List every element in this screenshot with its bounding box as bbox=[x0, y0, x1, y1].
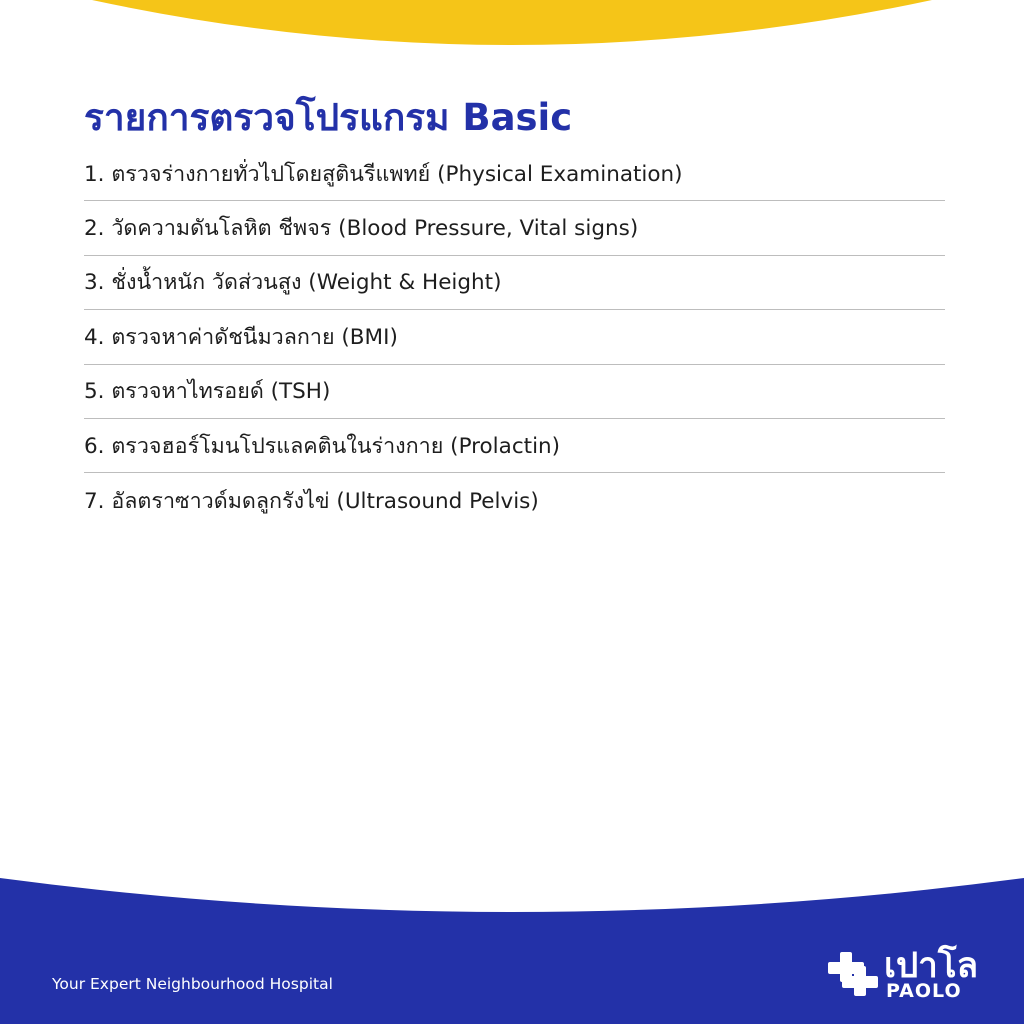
logo-thai-wordmark: เปาโล bbox=[884, 946, 979, 986]
list-item: 4. ตรวจหาค่าดัชนีมวลกาย (BMI) bbox=[84, 310, 945, 364]
list-item: 7. อัลตราซาวด์มดลูกรังไข่ (Ultrasound Pelvis) bbox=[84, 488, 539, 514]
paolo-logo bbox=[826, 942, 986, 1004]
top-yellow-arc bbox=[0, 0, 1024, 50]
exam-list bbox=[84, 147, 945, 528]
logo-latin-wordmark: PAOLO bbox=[886, 980, 962, 1002]
list-item: 2. วัดความดันโลหิต ชีพจร (Blood Pressure, Vital signs) bbox=[84, 201, 945, 255]
list-item: 6. ตรวจฮอร์โมนโปรแลคตินในร่างกาย (Prolactin) bbox=[84, 419, 945, 473]
list-item: 3. ชั่งน้ำหนัก วัดส่วนสูง (Weight & Height) bbox=[84, 256, 945, 310]
medical-cross-icon bbox=[826, 950, 880, 998]
page-title: รายการตรวจโปรแกรม Basic bbox=[84, 96, 573, 139]
list-item: 5. ตรวจหาไทรอยด์ (TSH) bbox=[84, 365, 945, 419]
footer-tagline: Your Expert Neighbourhood Hospital bbox=[52, 975, 333, 993]
list-item: 1. ตรวจร่างกายทั่วไปโดยสูตินรีแพทย์ (Physical Examination) bbox=[84, 147, 945, 201]
